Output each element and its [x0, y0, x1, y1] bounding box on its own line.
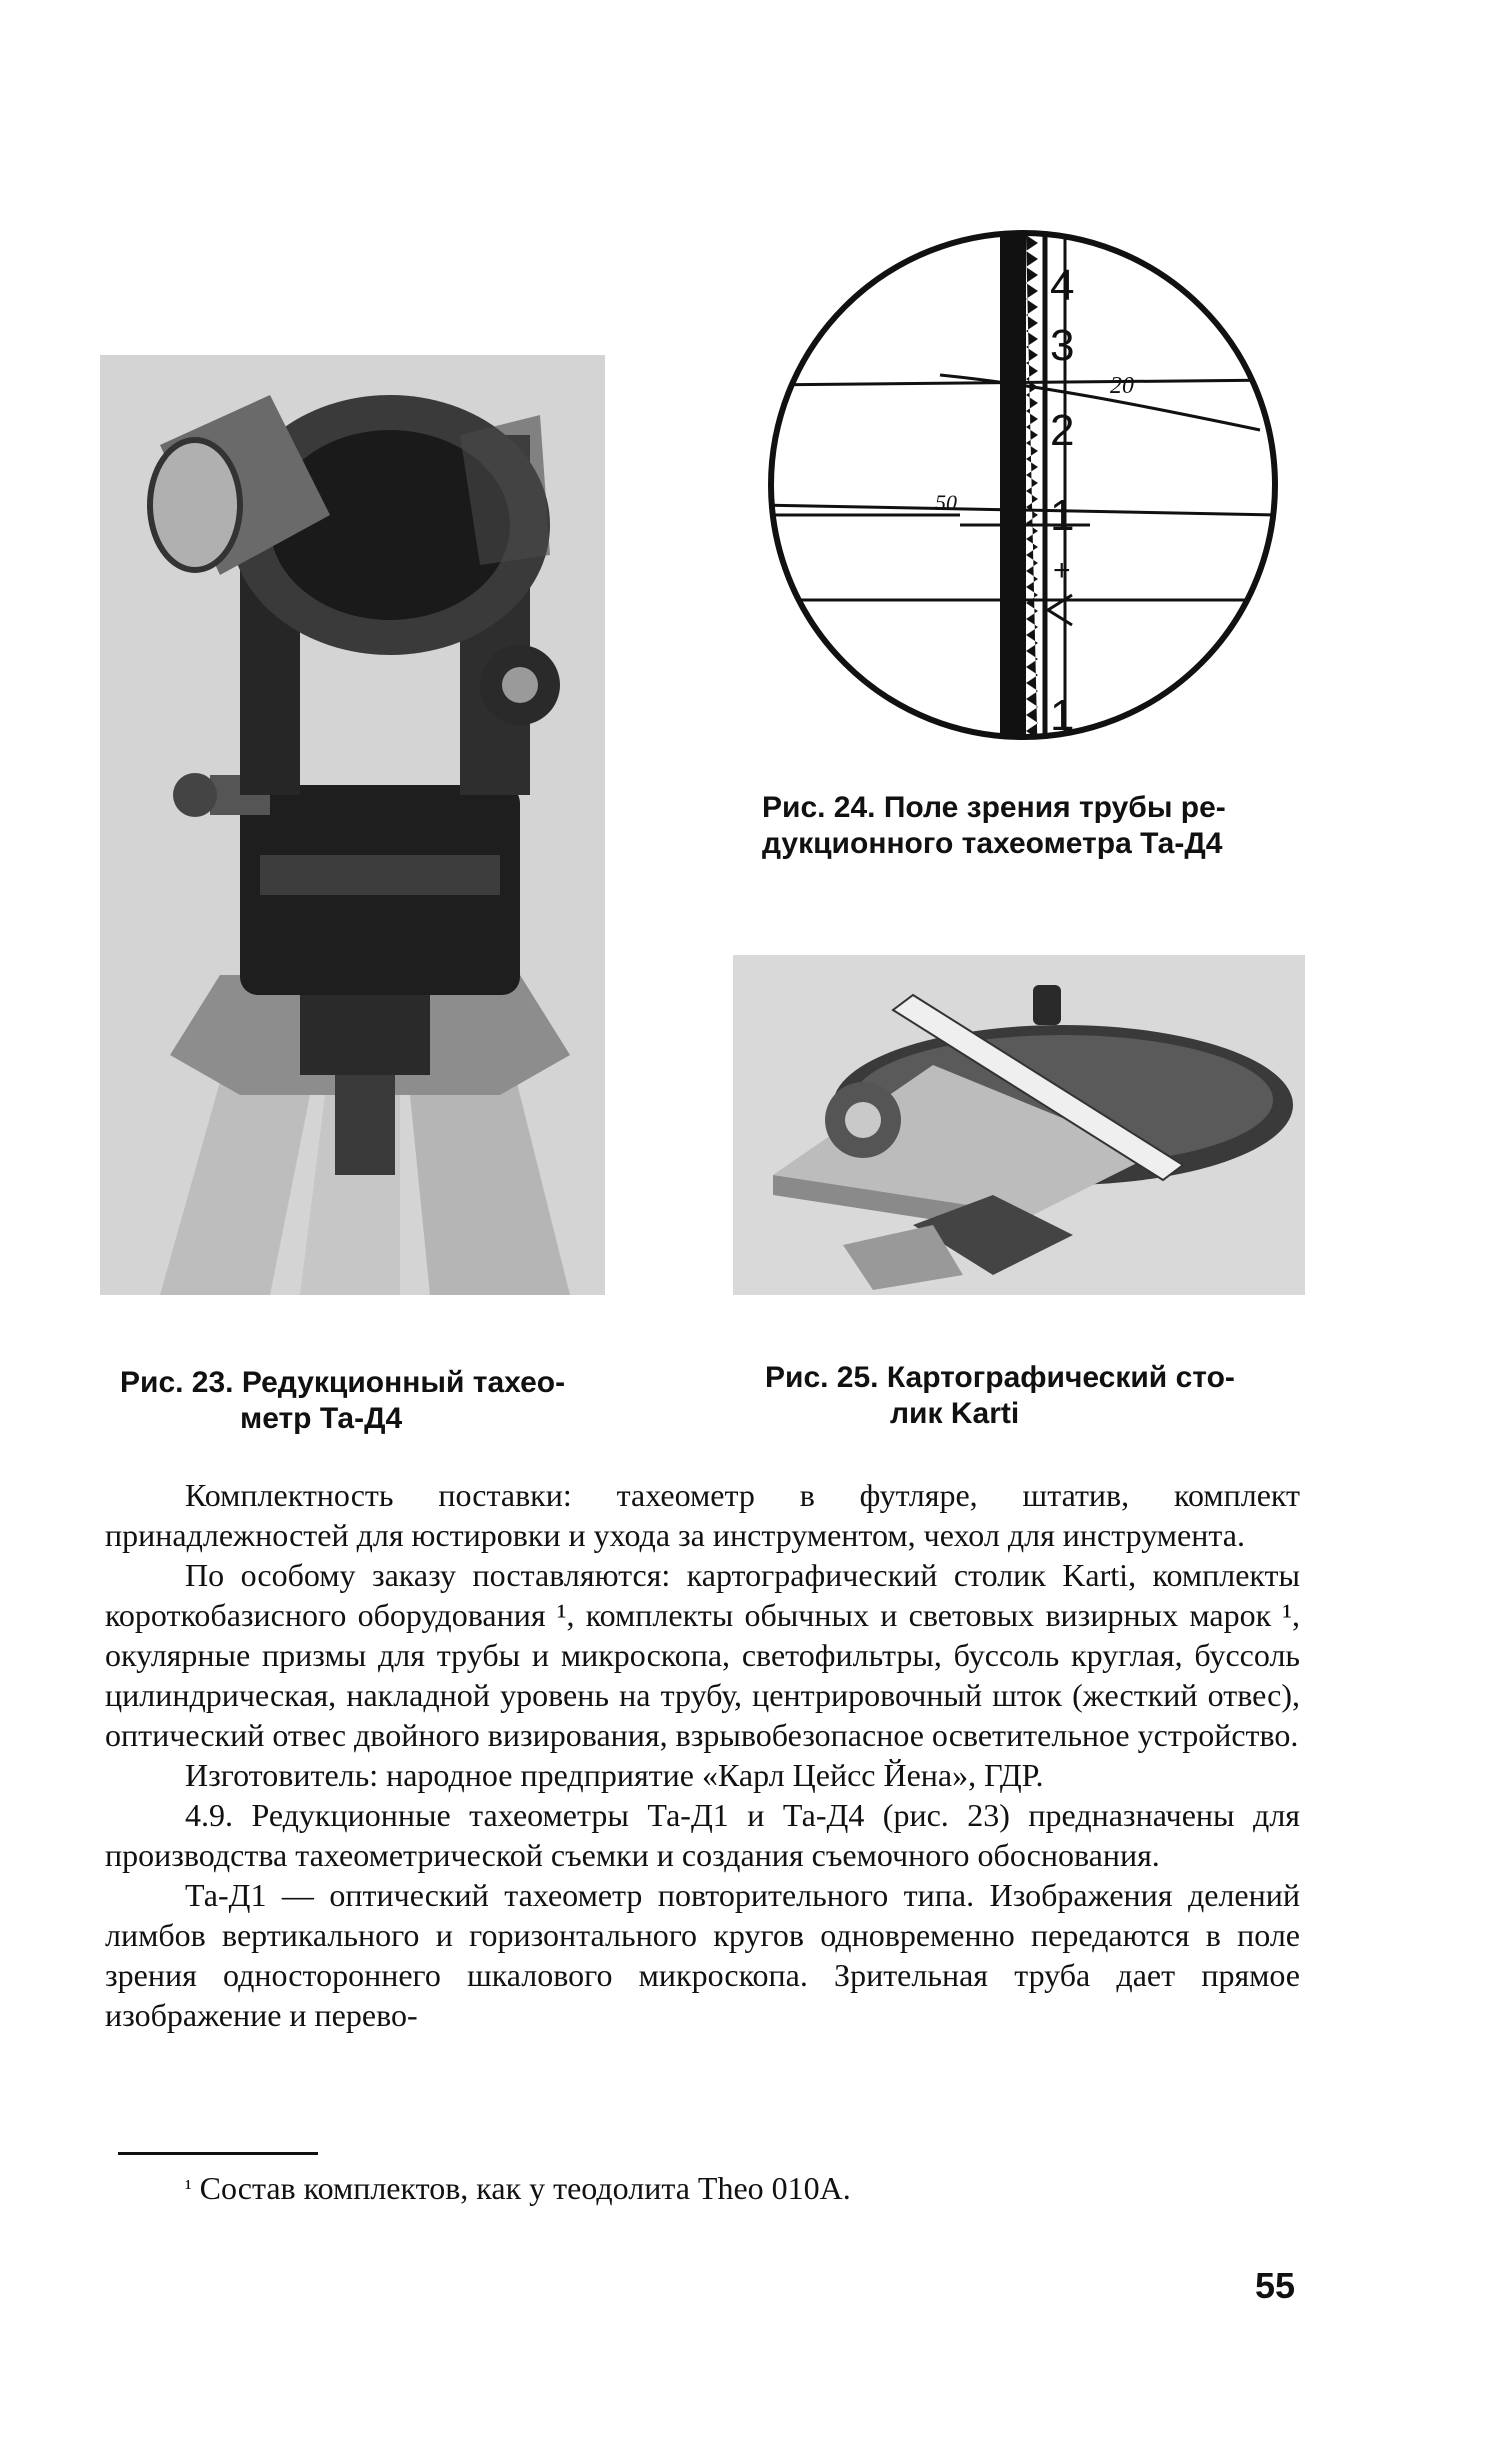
- figure-24-caption-line1: Рис. 24. Поле зрения трубы ре-: [762, 791, 1226, 824]
- figure-25-caption-line2: лик Karti: [890, 1397, 1020, 1430]
- figure-25-caption: [765, 1360, 1325, 1432]
- figure-23-caption-line1: Рис. 23. Редукционный тахео-: [120, 1366, 566, 1399]
- paragraph-ta-d1: Та-Д1 — оптический тахеометр повторительного типа. Изображения делений лимбов вертикального и горизонтального кругов одновременно передаются в поле зрения одностороннего шкалового микроскопа. Зрительная труба дает прямое изображение и перево-: [105, 1877, 1300, 2033]
- scale-number-1-lower: 1: [1050, 691, 1075, 740]
- footnote: [185, 2168, 851, 2208]
- paragraph-special-order: По особому заказу поставляются: картографический столик Karti, комплекты короткобазисного оборудования ¹, комплекты обычных и световых визирных марок ¹, окулярные призмы для трубы и микроскопа, светофильтры, буссоль круглая, буссоль цилиндрическая, накладной уровень на трубу, центрировочный шток (жесткий отвес), оптический отвес двойного визирования, взрывобезопасное осветительное устройство.: [105, 1557, 1300, 1753]
- tacheometer-illustration: [100, 355, 605, 1295]
- paragraph-section-4-9: 4.9. Редукционные тахеометры Та-Д1 и Та-Д4 (рис. 23) предназначены для производства тахеометрической съемки и создания съемочного обоснования.: [105, 1797, 1300, 1873]
- scale-number-1: 1: [1050, 491, 1075, 540]
- figure-23-caption-line2: метр Та-Д4: [240, 1402, 403, 1435]
- page-number: 55: [1255, 2265, 1296, 2306]
- footnote-separator: [118, 2152, 318, 2155]
- figure-24-caption: [762, 790, 1322, 862]
- footnote-text: Состав комплектов, как у теодолита Theo 010A.: [199, 2170, 851, 2206]
- scale-number-4: 4: [1050, 261, 1075, 310]
- label-50: 50: [935, 490, 957, 515]
- cartographic-table-illustration: [733, 955, 1305, 1295]
- body-text: [105, 1475, 1300, 2035]
- figure-23-caption: [120, 1365, 680, 1437]
- figure-25-photo: [733, 955, 1305, 1295]
- figure-23-photo: [100, 355, 605, 1295]
- footnote-marker: ¹: [185, 2175, 192, 2200]
- figure-24-field-of-view: [760, 215, 1280, 755]
- scale-plus-mark: +: [1053, 554, 1071, 587]
- paragraph-manufacturer: Изготовитель: народное предприятие «Карл Цейсс Йена», ГДР.: [185, 1757, 1044, 1793]
- scale-number-3: 3: [1050, 321, 1075, 370]
- scale-number-2: 2: [1050, 406, 1075, 455]
- figure-25-caption-line1: Рис. 25. Картографический сто-: [765, 1361, 1235, 1394]
- field-of-view-diagram: [760, 215, 1280, 755]
- label-20: 20: [1110, 373, 1134, 399]
- paragraph-completeness: Комплектность поставки: тахеометр в футляре, штатив, комплект принадлежностей для юстировки и ухода за инструментом, чехол для инструмента.: [105, 1477, 1300, 1553]
- figure-24-caption-line2: дукционного тахеометра Та-Д4: [762, 827, 1223, 860]
